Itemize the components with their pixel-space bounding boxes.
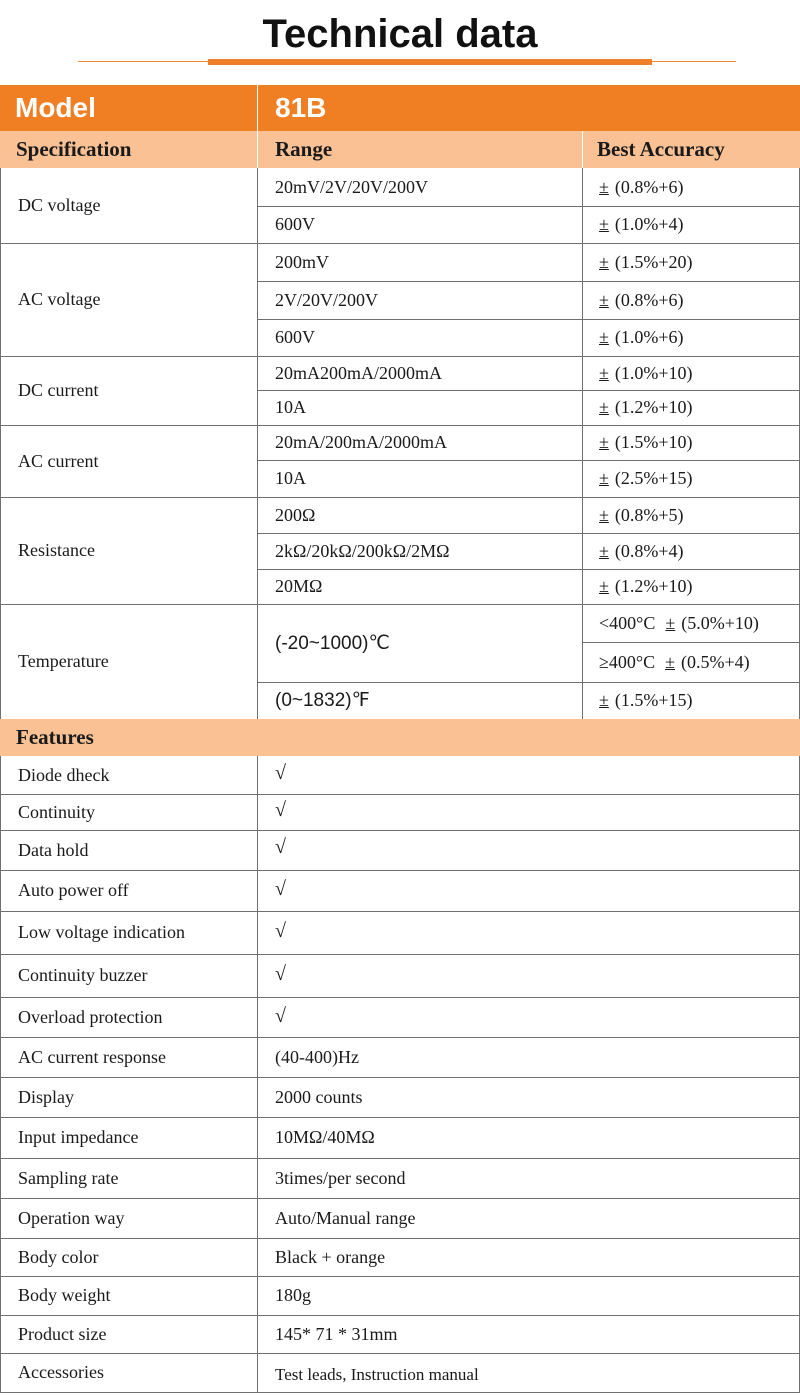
plus-minus-icon: ± xyxy=(599,690,609,710)
accuracy-cell xyxy=(599,604,759,642)
grid-line xyxy=(0,997,800,998)
check-icon: √ xyxy=(275,798,286,821)
condition-label: <400°C xyxy=(599,612,656,633)
range-cell: 10A xyxy=(275,397,306,417)
feature-value: Test leads, Instruction manual xyxy=(275,1364,479,1384)
accuracy-cell xyxy=(599,206,684,243)
accuracy-cell xyxy=(599,425,693,460)
features-header-bar xyxy=(0,719,800,756)
grid-line xyxy=(0,954,800,955)
spec-header-range: Range xyxy=(275,137,333,161)
accuracy-value: (0.8%+4) xyxy=(614,540,684,561)
range-cell: 600V xyxy=(275,214,315,234)
grid-line xyxy=(0,1353,800,1354)
feature-label: Continuity xyxy=(18,801,96,822)
grid-line xyxy=(0,794,800,795)
grid-line xyxy=(0,497,800,498)
accuracy-cell xyxy=(599,390,693,425)
feature-label: Body color xyxy=(18,1246,99,1267)
grid-line xyxy=(0,1037,800,1038)
feature-label: Sampling rate xyxy=(18,1167,119,1188)
accuracy-cell xyxy=(599,642,750,682)
grid-line xyxy=(0,1276,800,1277)
feature-value: 3times/per second xyxy=(275,1167,406,1188)
condition-label: ≥400°C xyxy=(599,651,656,672)
plus-minus-icon: ± xyxy=(665,612,676,633)
grid-line xyxy=(257,569,800,570)
spec-header-specification: Specification xyxy=(16,137,132,161)
range-cell: 10A xyxy=(275,468,306,488)
grid-line xyxy=(0,911,800,912)
accuracy-cell xyxy=(599,533,684,569)
model-label: Model xyxy=(15,92,96,123)
feature-value: (40-400)Hz xyxy=(275,1046,359,1067)
feature-label: Operation way xyxy=(18,1207,125,1228)
accuracy-cell xyxy=(599,356,693,390)
feature-label: Overload protection xyxy=(18,1006,163,1027)
grid-line xyxy=(257,319,800,320)
feature-label: Accessories xyxy=(18,1362,104,1382)
grid-line xyxy=(0,1315,800,1316)
grid-line xyxy=(0,243,800,244)
page-title: Technical data xyxy=(262,12,538,56)
spec-label-dc-current: DC current xyxy=(18,380,99,400)
grid-line xyxy=(257,682,800,683)
feature-label: Data hold xyxy=(18,839,89,860)
plus-minus-icon: ± xyxy=(599,468,609,488)
feature-label: Input impedance xyxy=(18,1127,139,1147)
check-icon: √ xyxy=(275,962,286,985)
accuracy-value: (1.5%+10) xyxy=(614,432,693,452)
range-cell: 20mV/2V/20V/200V xyxy=(275,176,428,197)
grid-line xyxy=(0,830,800,831)
accuracy-cell xyxy=(599,682,693,719)
spec-label-resistance: Resistance xyxy=(18,540,95,560)
range-cell: 20mA/200mA/2000mA xyxy=(275,432,448,452)
plus-minus-icon: ± xyxy=(599,327,609,347)
range-cell: 600V xyxy=(275,327,315,347)
plus-minus-icon: ± xyxy=(665,651,675,672)
accuracy-value: (1.5%+20) xyxy=(614,251,693,272)
feature-value: 10MΩ/40MΩ xyxy=(275,1127,375,1147)
header-divider xyxy=(257,85,258,168)
accuracy-value: (1.0%+4) xyxy=(614,214,684,234)
range-cell: 200mV xyxy=(275,251,329,272)
accuracy-value: (2.5%+15) xyxy=(614,468,693,488)
spec-label-temperature: Temperature xyxy=(18,651,109,671)
feature-label: AC current response xyxy=(18,1046,166,1067)
grid-line xyxy=(0,604,800,605)
feature-value: 2000 counts xyxy=(275,1086,363,1107)
accuracy-cell xyxy=(599,281,684,319)
check-icon: √ xyxy=(275,919,286,942)
accuracy-value: (0.5%+4) xyxy=(680,651,750,672)
range-cell: 20MΩ xyxy=(275,576,323,596)
accuracy-value: (5.0%+10) xyxy=(681,612,759,633)
grid-line xyxy=(0,425,800,426)
grid-line xyxy=(582,642,800,643)
accuracy-value: (1.0%+6) xyxy=(614,327,684,347)
accuracy-value: (1.0%+10) xyxy=(614,362,693,383)
feature-label: Body weight xyxy=(18,1285,111,1305)
grid-line xyxy=(257,533,800,534)
grid-line xyxy=(257,206,800,207)
feature-label: Low voltage indication xyxy=(18,922,185,942)
grid-line xyxy=(0,1392,800,1393)
feature-value: Black + orange xyxy=(275,1246,386,1267)
plus-minus-icon: ± xyxy=(599,289,609,310)
feature-label: Auto power off xyxy=(18,880,129,900)
accuracy-cell xyxy=(599,319,684,356)
model-header-bar xyxy=(0,85,800,131)
range-cell: 200Ω xyxy=(275,504,316,525)
grid-line xyxy=(0,870,800,871)
grid-line xyxy=(257,168,258,719)
feature-value: Auto/Manual range xyxy=(275,1207,416,1228)
grid-line xyxy=(0,1077,800,1078)
grid-line xyxy=(0,1158,800,1159)
accuracy-cell xyxy=(599,460,693,497)
check-icon: √ xyxy=(275,835,286,858)
plus-minus-icon: ± xyxy=(599,251,609,272)
grid-line xyxy=(257,460,800,461)
feature-label: Display xyxy=(18,1086,74,1107)
accuracy-cell xyxy=(599,168,684,206)
plus-minus-icon: ± xyxy=(599,362,609,383)
spec-label-ac-voltage: AC voltage xyxy=(18,289,101,309)
feature-label: Product size xyxy=(18,1323,107,1344)
feature-value: 145* 71 * 31mm xyxy=(275,1323,398,1344)
accuracy-cell xyxy=(599,497,684,533)
plus-minus-icon: ± xyxy=(599,432,609,452)
plus-minus-icon: ± xyxy=(599,176,609,197)
spec-header-accuracy: Best Accuracy xyxy=(597,137,725,161)
plus-minus-icon: ± xyxy=(599,397,609,417)
accuracy-cell xyxy=(599,243,693,281)
accuracy-value: (1.2%+10) xyxy=(614,576,693,596)
title-accent-bar xyxy=(208,59,652,65)
accuracy-value: (1.5%+15) xyxy=(614,690,693,710)
accuracy-value: (0.8%+5) xyxy=(614,504,684,525)
range-cell: (-20~1000)℃ xyxy=(275,632,390,654)
plus-minus-icon: ± xyxy=(599,504,609,525)
plus-minus-icon: ± xyxy=(599,540,609,561)
grid-line xyxy=(0,756,1,1393)
accuracy-value: (1.2%+10) xyxy=(614,397,693,417)
feature-label: Diode dheck xyxy=(18,764,110,785)
grid-line xyxy=(257,281,800,282)
features-header: Features xyxy=(16,725,94,749)
grid-line xyxy=(0,356,800,357)
check-icon: √ xyxy=(275,1004,286,1027)
grid-line xyxy=(0,1198,800,1199)
accuracy-cell xyxy=(599,569,693,604)
range-cell: 2kΩ/20kΩ/200kΩ/2MΩ xyxy=(275,540,450,561)
grid-line xyxy=(582,168,583,719)
header-divider xyxy=(582,131,583,168)
feature-value: 180g xyxy=(275,1285,311,1305)
plus-minus-icon: ± xyxy=(599,214,609,234)
grid-line xyxy=(0,1238,800,1239)
range-cell: 2V/20V/200V xyxy=(275,289,378,310)
plus-minus-icon: ± xyxy=(599,576,609,596)
grid-line xyxy=(257,390,800,391)
grid-line xyxy=(0,168,1,719)
accuracy-value: (0.8%+6) xyxy=(614,176,684,197)
check-icon: √ xyxy=(275,761,286,784)
grid-line xyxy=(257,756,258,1393)
accuracy-value: (0.8%+6) xyxy=(614,289,684,310)
model-value: 81B xyxy=(275,92,327,123)
spec-label-dc-voltage: DC voltage xyxy=(18,195,101,215)
grid-line xyxy=(0,1117,800,1118)
check-icon: √ xyxy=(275,877,286,900)
feature-label: Continuity buzzer xyxy=(18,965,148,985)
range-cell: 20mA200mA/2000mA xyxy=(275,362,443,383)
spec-label-ac-current: AC current xyxy=(18,450,99,471)
range-cell: (0~1832)℉ xyxy=(275,690,370,711)
